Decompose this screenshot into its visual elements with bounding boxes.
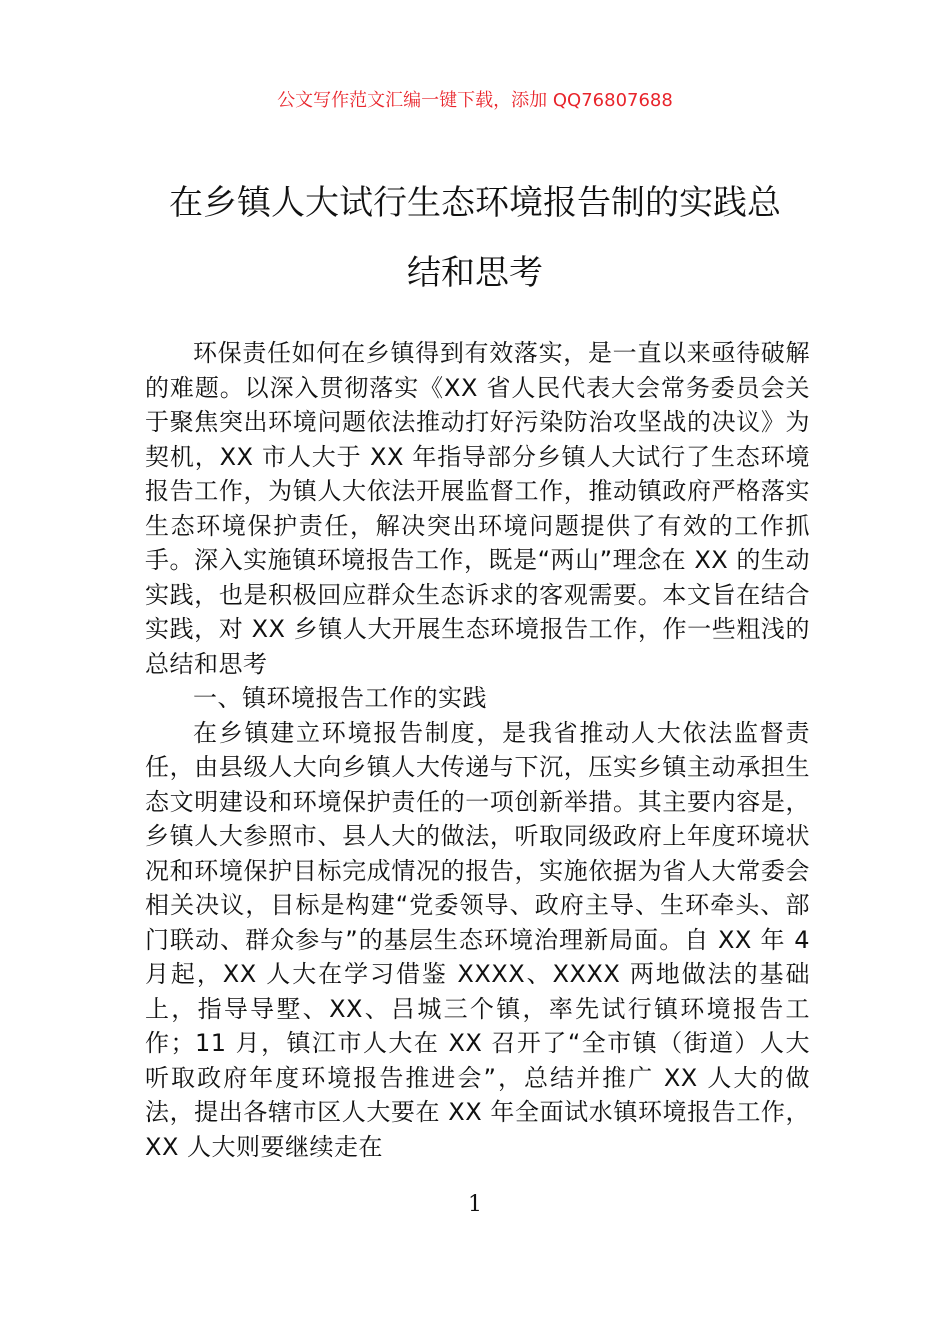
intro-paragraph: 环保责任如何在乡镇得到有效落实，是一直以来亟待破解的难题。以深入贯彻落实《XX 省人民代表大会常务委员会关于聚焦突出环境问题依法推动打好污染防治攻坚战的决议》为契机，XX 市人大于 XX 年指导部分乡镇人大试行了生态环境报告工作，为镇人大依法开展监督工作，推动镇政府严格落实生态环境保护责任，解决突出环境问题提供了有效的工作抓手。深入实施镇环境报告工作，既是“两山”理念在 XX 的生动实践，也是积极回应群众生态诉求的客观需要。本文旨在结合实践，对 XX 乡镇人大开展生态环境报告工作，作一些粗浅的总结和思考 (145, 339, 810, 678)
document-body (145, 336, 810, 1164)
section-heading: 一、镇环境报告工作的实践 (193, 684, 487, 712)
title-line-2: 结和思考 (407, 253, 543, 293)
section-paragraph: 在乡镇建立环境报告制度，是我省推动人大依法监督责任，由县级人大向乡镇人大传递与下沉，压实乡镇主动承担生态文明建设和环境保护责任的一项创新举措。其主要内容是，乡镇人大参照市、县人大的做法，听取同级政府上年度环境状况和环境保护目标完成情况的报告，实施依据为省人大常委会相关决议，目标是构建“党委领导、政府主导、生环牵头、部门联动、群众参与”的基层生态环境治理新局面。自 XX 年 4 月起，XX 人大在学习借鉴 XXXX、XXXX 两地做法的基础上，指导导墅、XX、吕城三个镇，率先试行镇环境报告工作；11 月，镇江市人大在 XX 召开了“全市镇（街道）人大听取政府年度环境报告推进会”，总结并推广 XX 人大的做法，提出各辖市区人大要在 XX 年全面试水镇环境报告工作，XX 人大则要继续走在 (145, 718, 810, 1161)
title-line-1: 在乡镇人大试行生态环境报告制的实践总 (169, 183, 781, 223)
page-number: 1 (468, 1192, 482, 1217)
download-promo-text: 公文写作范文汇编一键下载，添加 QQ76807688 (277, 90, 673, 111)
document-title (140, 168, 810, 308)
